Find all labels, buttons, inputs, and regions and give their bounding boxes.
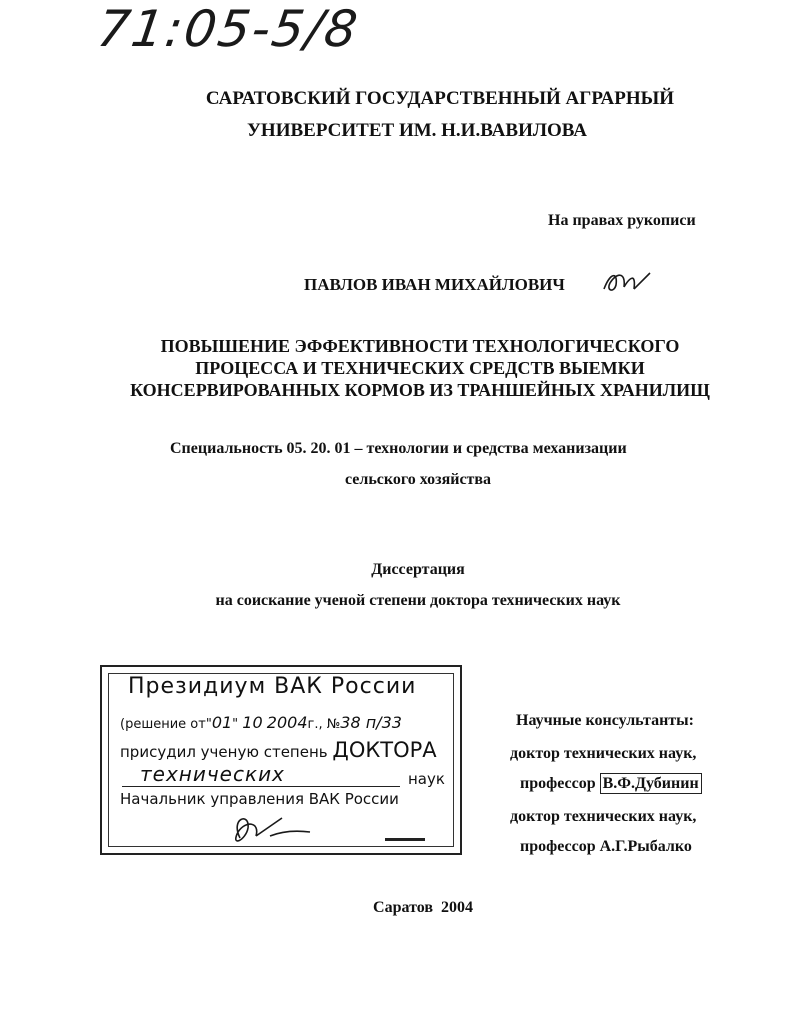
thesis-title-line1: ПОВЫШЕНИЕ ЭФФЕКТИВНОСТИ ТЕХНОЛОГИЧЕСКОГО [160, 336, 680, 356]
consultant1-line [520, 775, 702, 793]
stamp-head-title: Начальник управления ВАК России [120, 790, 399, 808]
consultant2-name: А.Г.Рыбалко [599, 838, 692, 855]
awarded-label: присудил ученую степень [120, 743, 328, 761]
stamp-decision-line [120, 713, 402, 732]
decision-label: (решение от [120, 717, 206, 732]
thesis-title-line2: ПРОЦЕССА И ТЕХНИЧЕСКИХ СРЕДСТВ ВЫЕМКИ [195, 358, 645, 378]
thesis-title-line3: КОНСЕРВИРОВАННЫХ КОРМОВ ИЗ ТРАНШЕЙНЫХ ХРАНИЛИЩ [130, 380, 710, 400]
stamp-field-handwritten: технических [140, 762, 285, 786]
city-year: Саратов 2004 [373, 899, 473, 916]
consultant1-title: профессор [520, 775, 596, 792]
decision-year-suffix: г., № [307, 717, 341, 732]
consultant2-title: профессор [520, 838, 596, 855]
author-name: ПАВЛОВ ИВАН МИХАЙЛОВИЧ [304, 275, 565, 294]
consultant1-degree: доктор технических наук, [510, 745, 697, 762]
specialty-line1: Специальность 05. 20. 01 – технологии и средства механизации [170, 440, 627, 457]
decision-quote-close: " [232, 717, 239, 732]
document-type: Диссертация [371, 561, 465, 578]
handwritten-call-number: 71:05-5/8 [93, 0, 363, 58]
decision-month: 10 [242, 713, 263, 732]
stamp-awarded-line [120, 738, 437, 762]
university-name-line1: САРАТОВСКИЙ ГОСУДАРСТВЕННЫЙ АГРАРНЫЙ [205, 88, 675, 109]
decision-number: 38 п/33 [340, 713, 402, 732]
stamp-title: Президиум ВАК России [128, 674, 417, 699]
decision-quote-open: " [205, 717, 212, 732]
stamp-mark [385, 838, 425, 841]
vak-head-signature [210, 808, 320, 858]
consultant2-line [520, 838, 692, 856]
degree-sought: на соискание ученой степени доктора технических наук [215, 592, 621, 609]
awarded-degree: ДОКТОРА [332, 738, 437, 762]
specialty-line2: сельского хозяйства [344, 471, 492, 488]
consultant1-name: В.Ф.Дубинин [600, 773, 702, 794]
university-name-line2: УНИВЕРСИТЕТ ИМ. Н.И.ВАВИЛОВА [246, 120, 587, 141]
decision-year: 2004 [266, 713, 308, 732]
consultant2-degree: доктор технических наук, [510, 808, 697, 825]
stamp-field-underline [122, 786, 400, 787]
consultants-heading: Научные консультанты: [516, 712, 694, 729]
author-signature [600, 267, 660, 297]
manuscript-rights-note: На правах рукописи [548, 212, 696, 229]
stamp-sciences-word: наук [408, 770, 445, 788]
decision-day: 01 [211, 713, 233, 732]
